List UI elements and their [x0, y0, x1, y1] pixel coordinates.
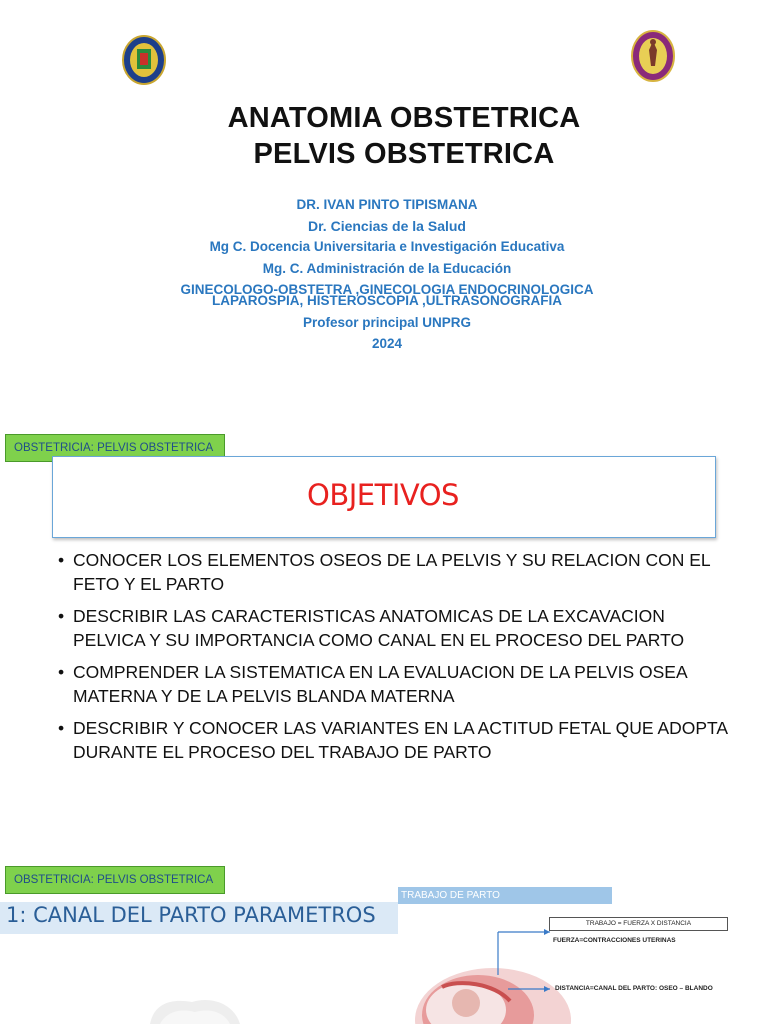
objective-text: COMPRENDER LA SISTEMATICA EN LA EVALUACION DE LA PELVIS OSEA MATERNA Y DE LA PELVIS BLANDA MATERNA — [73, 662, 687, 706]
university-seal-left-icon — [122, 35, 166, 85]
fuerza-label: FUERZA=CONTRACCIONES UTERINAS — [553, 937, 676, 944]
author-line-name: DR. IVAN PINTO TIPISMANA — [296, 197, 478, 212]
objective-item — [58, 548, 728, 596]
author-line-doctorate: Dr. Ciencias de la Salud — [308, 218, 466, 234]
objective-item — [58, 660, 728, 708]
canal-title: 1: CANAL DEL PARTO PARAMETROS — [6, 903, 376, 927]
objective-text: DESCRIBIR Y CONOCER LAS VARIANTES EN LA ACTITUD FETAL QUE ADOPTA DURANTE EL PROCESO DEL TRABAJO DE PARTO — [73, 718, 728, 762]
bullet-icon: • — [58, 718, 65, 738]
author-line-masters-admin: Mg. C. Administración de la Educación — [262, 261, 512, 276]
title-line-2: PELVIS OBSTETRICA — [253, 138, 555, 170]
diagram-header: TRABAJO DE PARTO — [398, 887, 612, 904]
title-line-1: ANATOMIA OBSTETRICA — [227, 102, 581, 134]
bullet-icon: • — [58, 662, 65, 682]
labor-diagram-illustration — [398, 905, 768, 1024]
objective-item — [58, 604, 728, 652]
distancia-label: DISTANCIA=CANAL DEL PARTO: OSEO – BLANDO — [555, 985, 713, 992]
bullet-icon: • — [58, 606, 65, 626]
work-formula-box: TRABAJO = FUERZA X DISTANCIA — [549, 917, 728, 931]
author-line-year: 2024 — [371, 336, 403, 351]
objectives-list — [58, 548, 728, 772]
author-line-procedures: LAPAROSPIA, HISTEROSCOPIA ,ULTRASONOGRAFIA — [211, 293, 562, 308]
bullet-icon: • — [58, 550, 65, 570]
section-tag: OBSTETRICIA: PELVIS OBSTETRICA — [5, 866, 225, 894]
objetivos-heading: OBJETIVOS — [307, 478, 459, 512]
pelvis-bone-illustration — [140, 990, 250, 1024]
author-line-masters-teaching: Mg C. Docencia Universitaria e Investigación Educativa — [209, 239, 565, 254]
author-line-position: Profesor principal UNPRG — [302, 315, 472, 330]
objective-text: CONOCER LOS ELEMENTOS OSEOS DE LA PELVIS Y SU RELACION CON EL FETO Y EL PARTO — [73, 550, 711, 594]
objective-text: DESCRIBIR LAS CARACTERISTICAS ANATOMICAS DE LA EXCAVACION PELVICA Y SU IMPORTANCIA COMO CANAL EN EL PROCESO DEL PARTO — [73, 606, 685, 650]
objective-item — [58, 716, 728, 764]
section-tag: OBSTETRICIA: PELVIS OBSTETRICA — [5, 434, 225, 462]
faculty-seal-right-icon — [631, 30, 675, 82]
author-line-specialty: GINECOLOGO-OBSTETRA ,GINECOLOGIA ENDOCRINOLOGICA — [180, 282, 594, 297]
